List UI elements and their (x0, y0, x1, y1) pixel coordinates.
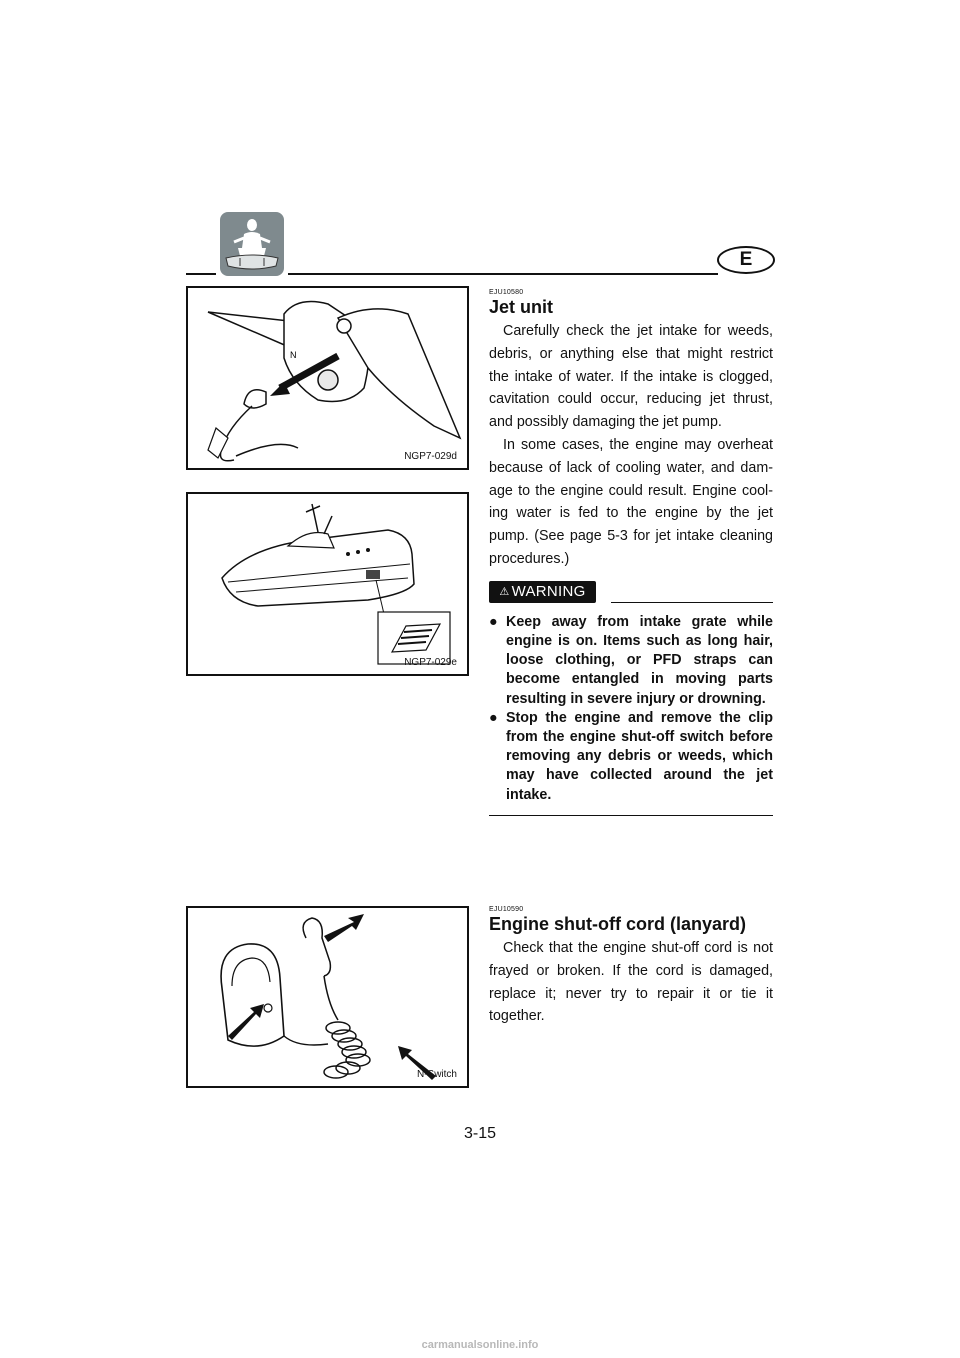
figure-label: NGP7-029d (404, 451, 457, 462)
warning-item (489, 613, 773, 709)
watercraft-section-icon (220, 212, 284, 276)
warning-item-text: Keep away from intake grate while engine is on. Items such as long hair, loose clothing, or PFD straps can become entangled in moving parts resulting in severe injury or drowning. (506, 613, 773, 707)
warning-list (489, 613, 773, 805)
figure-label: NGP7-029e (404, 657, 457, 668)
warning-end-rule (489, 815, 773, 816)
section-code: EJU10580 (489, 289, 524, 296)
figure-handlebar-switch (186, 286, 469, 470)
section-jet-unit (489, 289, 773, 816)
section-code: EJU10590 (489, 906, 524, 913)
warning-item-text: Stop the engine and remove the clip from the engine shut-off switch before removing any debris or weeds, which may have collected around the jet intake. (506, 709, 773, 803)
warning-rule (611, 602, 773, 603)
bullet-icon: ● (489, 709, 498, 726)
figure-lanyard (186, 906, 469, 1088)
footer-watermark: carmanualsonline.info (421, 1339, 539, 1351)
section-title: Jet unit (489, 297, 554, 317)
header-rule-left (186, 273, 216, 275)
svg-text:N: N (290, 350, 297, 360)
page-number: 3-15 (463, 1125, 497, 1142)
warning-header (489, 581, 773, 605)
warning-badge (489, 581, 596, 603)
warning-badge-label: WARNING (511, 583, 586, 601)
body-paragraph: In some cases, the engine may overheat because of lack of cooling water, and dam-age to the engine could result. Engine cool-ing water is fed to the engine by the jet pump. (See page 5-3 for jet intake cleaning procedures.) (489, 436, 773, 567)
warning-triangle-icon: ⚠ (499, 586, 510, 599)
warning-item (489, 709, 773, 805)
header-rule-right (288, 273, 718, 275)
section-title: Engine shut-off cord (lanyard) (489, 914, 747, 934)
figure-label: N-Switch (416, 1069, 457, 1080)
body-paragraph: Check that the engine shut-off cord is not frayed or broken. If the cord is damaged, replace it; never try to repair it or tie it together. (489, 940, 773, 1025)
body-paragraph: Carefully check the jet intake for weeds, debris, or anything else that might restrict the intake of water. If the intake is clogged, cavitation could occur, reducing jet thrust, and possibly damaging the jet pump. (489, 323, 773, 431)
section-lanyard (489, 906, 773, 1028)
language-badge: E (717, 246, 775, 274)
bullet-icon: ● (489, 613, 498, 630)
figure-jet-intake (186, 492, 469, 676)
